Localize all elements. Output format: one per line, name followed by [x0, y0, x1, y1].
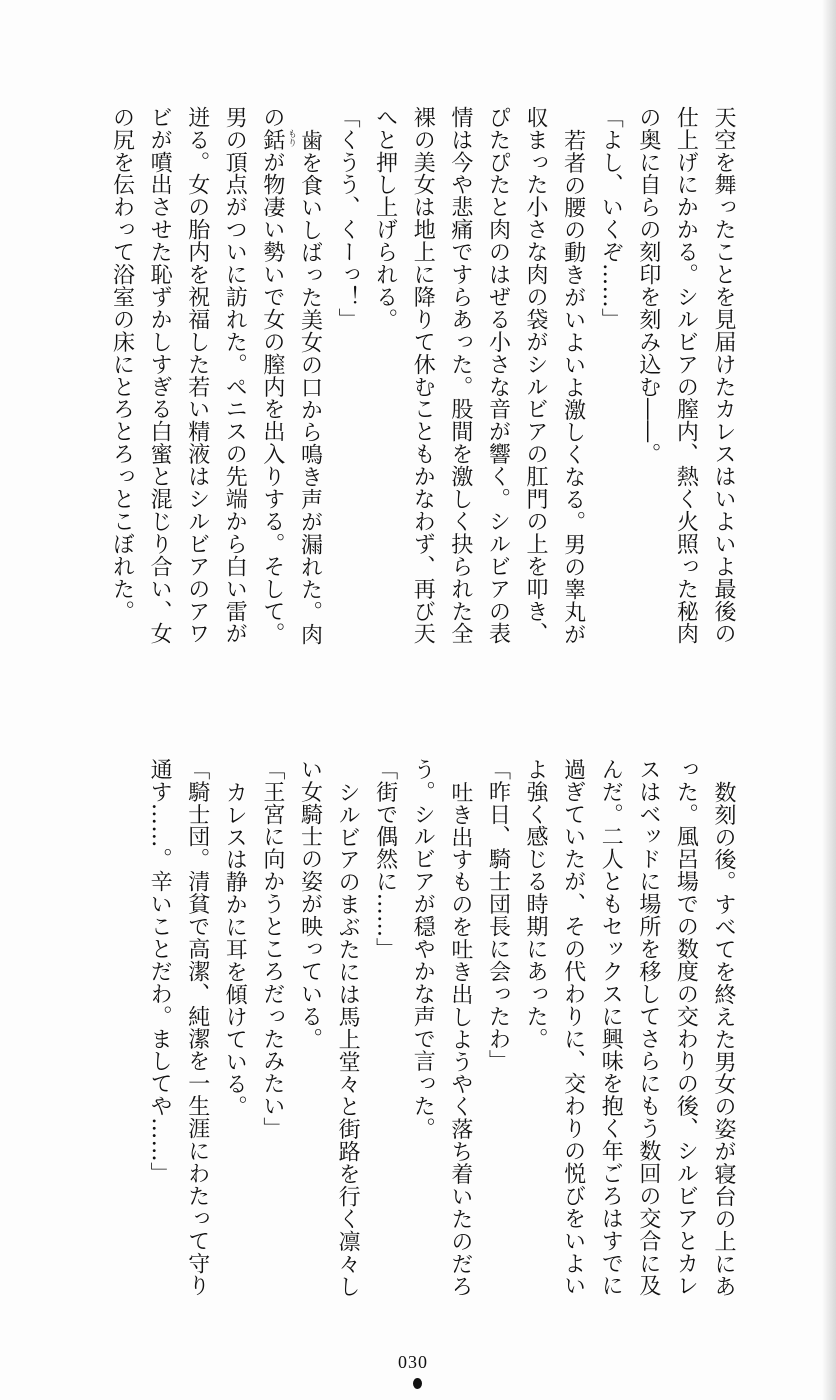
text-column: んだ。二人ともセックスに興味を抱く年ごろはすでに	[598, 758, 624, 1297]
text-column: 歯を食いしばった美女の口から鳴き声が漏れた。肉	[297, 128, 323, 645]
text-column: シルビアのまぶたには馬上堂々と街路を行く凛々し	[335, 780, 361, 1297]
text-column: カレスは静かに耳を傾けている。	[222, 780, 248, 1118]
ruby-annotation: もり	[286, 129, 296, 147]
text-column: ぴたぴたと肉のはぜる小さな音が響く。シルビアの表	[485, 106, 511, 645]
text-column: 男の頂点がついに訪れた。ペニスの先端から白い雷が	[222, 106, 248, 645]
text-column: 「よし、いくぞ……」	[598, 106, 624, 331]
text-column: 天空を舞ったことを見届けたカレスはいよいよ最後の	[711, 106, 736, 645]
text-column: 「くうう、くーっ！」	[335, 106, 361, 331]
text-column: う。シルビアが穏やかな声で言った。	[410, 758, 436, 1140]
text-column: 「昨日、騎士団長に会ったわ」	[485, 758, 511, 1073]
text-column: 通す……。辛いことだわ。ましてや……」	[147, 758, 173, 1185]
text-column: よ強く感じる時期にあった。	[523, 758, 549, 1050]
text-column: 「街で偶然に……」	[372, 758, 398, 961]
text-column: 吐き出すものを吐き出しようやく落ち着いたのだろ	[447, 780, 473, 1297]
text-column: 情は今や悲痛ですらあった。股間を激しく抉られた全	[447, 106, 473, 645]
text-column: 「王宮に向かうところだったみたい」	[259, 758, 285, 1140]
text-column: の尻を伝わって浴室の床にとろとろっとこぼれた。	[109, 106, 135, 623]
text-column: ビが噴出させた恥ずかしすぎる白蜜と混じり合い、女	[147, 106, 173, 645]
text-block-bottom	[135, 758, 737, 1318]
page-marker-dot	[413, 1378, 422, 1389]
page-number: 030	[398, 1352, 428, 1372]
text-column: 裸の美女は地上に降りて休むこともかなわず、再び天	[410, 106, 436, 645]
text-column: 「騎士団。清貧で高潔、純潔を一生涯にわたって守り	[184, 758, 210, 1297]
text-column: 過ぎていたが、その代わりに、交わりの悦びをいよい	[560, 758, 586, 1297]
text-column: スはベッドに場所を移してさらにもう数回の交合に及	[635, 758, 661, 1297]
text-column: った。風呂場での数度の交わりの後、シルビアとカレ	[673, 758, 699, 1297]
text-column: 収まった小さな肉の袋がシルビアの肛門の上を叩き、	[523, 106, 549, 645]
text-column: の銛が物凄い勢いで女の膣内を出入りする。そして。	[259, 106, 285, 645]
text-column: の奥に自らの刻印を刻み込む――。	[635, 106, 661, 466]
text-column: 若者の腰の動きがいよいよ激しくなる。男の睾丸が	[560, 128, 586, 645]
text-block-top	[97, 106, 736, 666]
scan-edge-shadow	[822, 0, 836, 1400]
text-column: い女騎士の姿が映っている。	[297, 758, 323, 1050]
text-column: 迸る。女の胎内を祝福した若い精液はシルビアのアワ	[184, 106, 210, 645]
text-column: 仕上げにかかる。シルビアの膣内、熱く火照った秘肉	[673, 106, 699, 645]
text-column: へと押し上げられる。	[372, 106, 398, 331]
text-column: 数刻の後。すべてを終えた男女の姿が寝台の上にあ	[711, 780, 736, 1297]
